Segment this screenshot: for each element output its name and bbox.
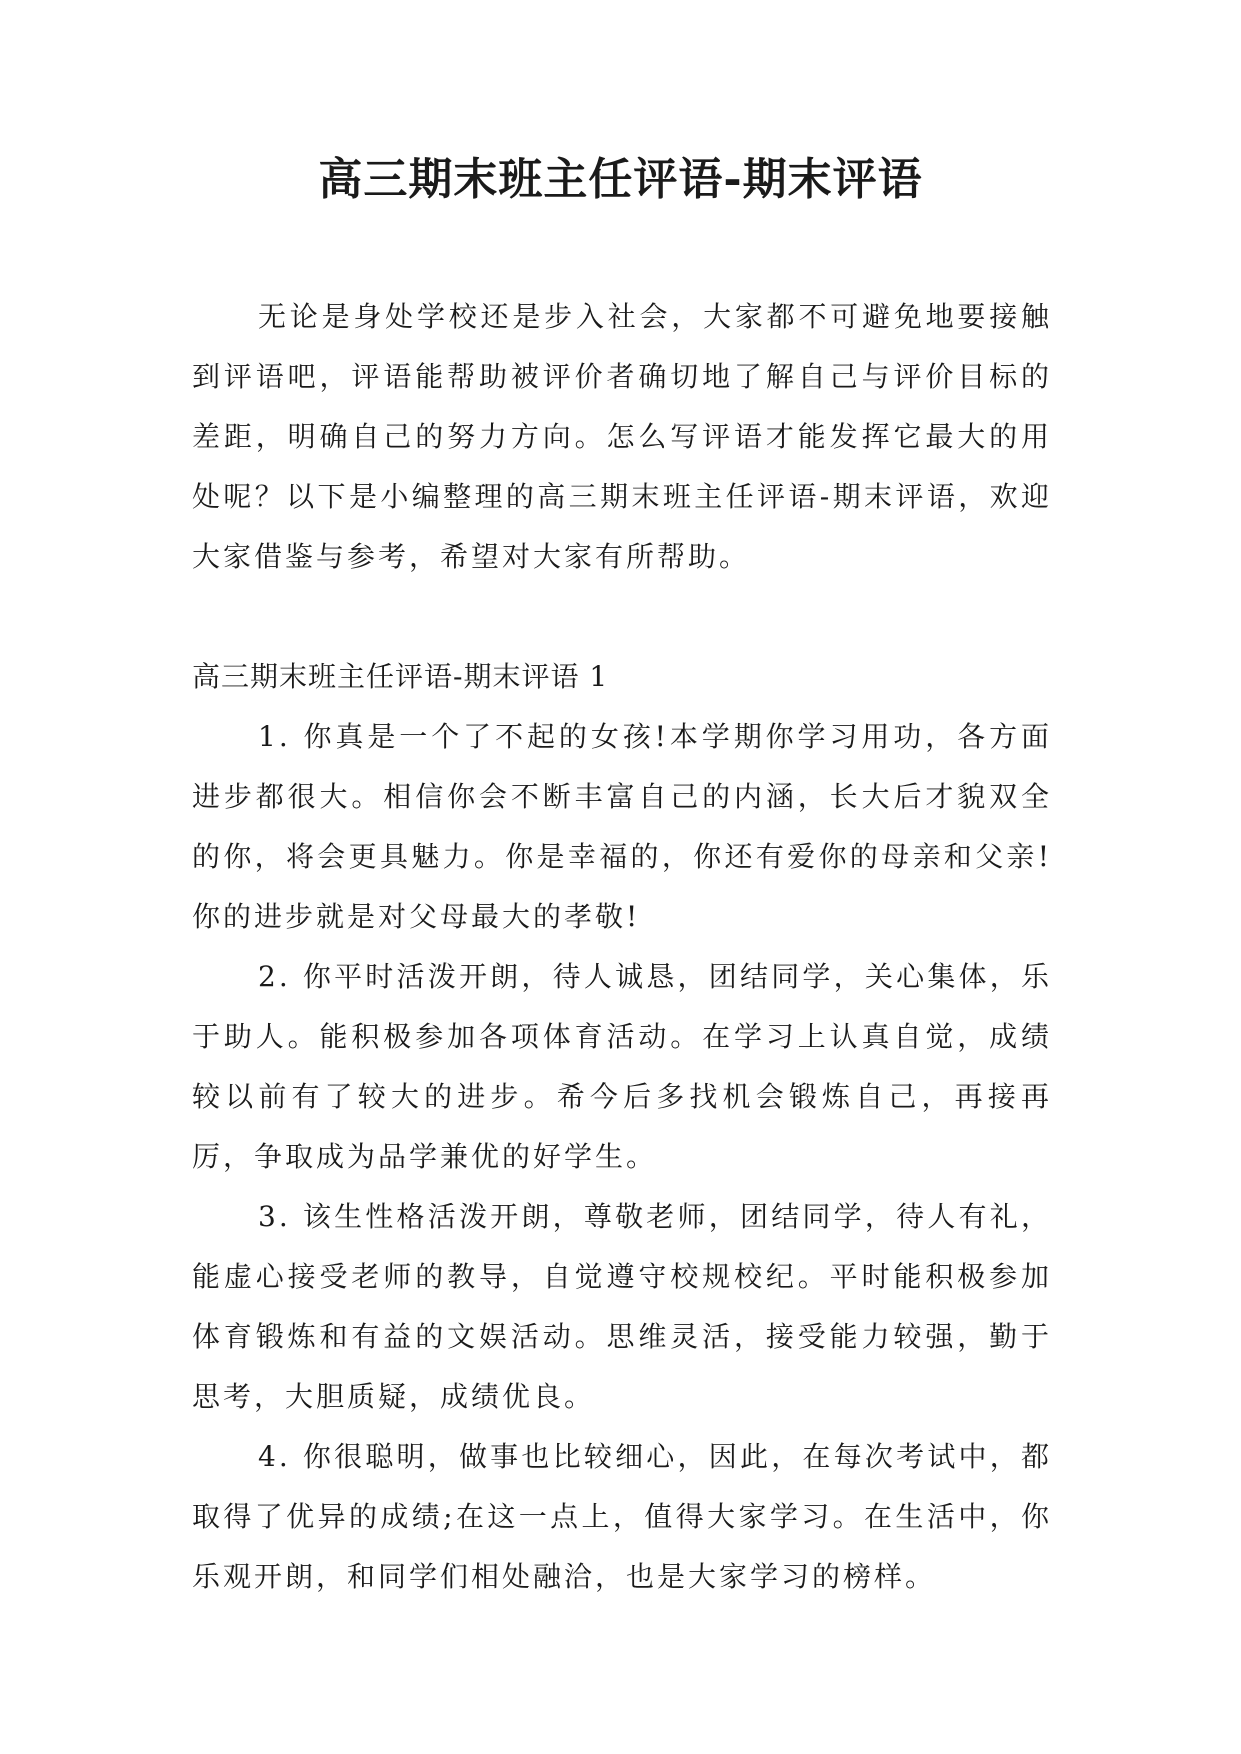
section-heading: 高三期末班主任评语-期末评语 1 bbox=[192, 660, 609, 693]
document-title: 高三期末班主任评语-期末评语 bbox=[318, 154, 923, 205]
comment-item-3: 3. 该生性格活泼开朗，尊敬老师，团结同学，待人有礼，能虚心接受老师的教导，自觉遵守校规校纪。平时能积极参加体育锻炼和有益的文娱活动。思维灵活，接受能力较强，勤于思考，大胆质疑，成绩优良。 bbox=[192, 1200, 1052, 1413]
comment-item-1: 1. 你真是一个了不起的女孩!本学期你学习用功，各方面进步都很大。相信你会不断丰富自己的内涵，长大后才貌双全的你，将会更具魅力。你是幸福的，你还有爱你的母亲和父亲!你的进步就是对父母最大的孝敬! bbox=[192, 720, 1052, 933]
comment-item-2: 2. 你平时活泼开朗，待人诚恳，团结同学，关心集体，乐于助人。能积极参加各项体育活动。在学习上认真自觉，成绩较以前有了较大的进步。希今后多找机会锻炼自己，再接再厉，争取成为品学兼优的好学生。 bbox=[192, 960, 1052, 1173]
comment-item-4: 4. 你很聪明，做事也比较细心，因此，在每次考试中，都取得了优异的成绩;在这一点上，值得大家学习。在生活中，你乐观开朗，和同学们相处融洽，也是大家学习的榜样。 bbox=[192, 1440, 1052, 1593]
intro-paragraph: 无论是身处学校还是步入社会，大家都不可避免地要接触到评语吧，评语能帮助被评价者确切地了解自己与评价目标的差距，明确自己的努力方向。怎么写评语才能发挥它最大的用处呢？以下是小编整理的高三期末班主任评语-期末评语，欢迎大家借鉴与参考，希望对大家有所帮助。 bbox=[192, 300, 1052, 573]
document-body bbox=[192, 287, 1052, 1607]
